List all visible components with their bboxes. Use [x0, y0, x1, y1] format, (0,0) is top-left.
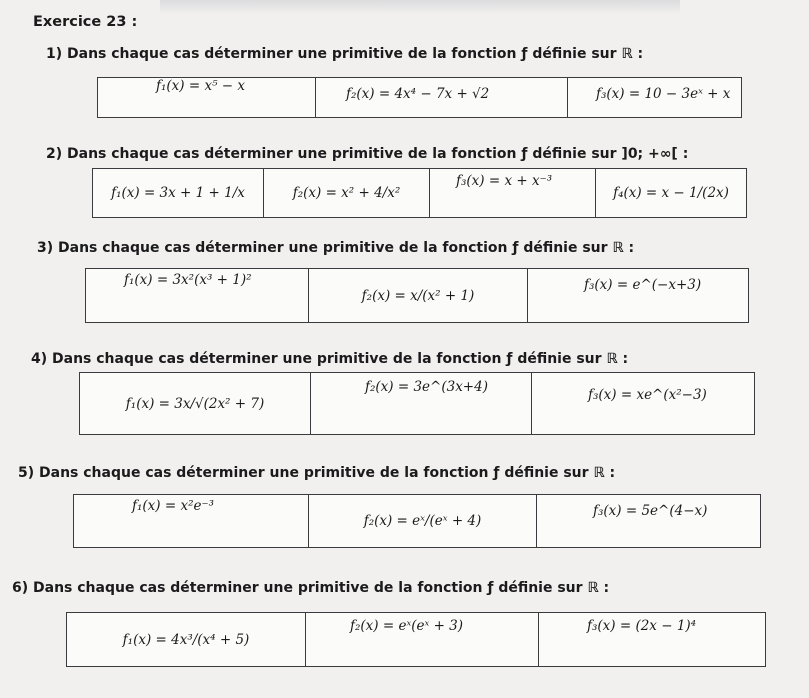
question-6-table	[66, 612, 766, 667]
q1-function-1: f₁(x) = x⁵ − x	[98, 78, 316, 118]
q2-function-1: f₁(x) = 3x + 1 + 1/x	[93, 169, 264, 218]
q6-function-1: f₁(x) = 4x³/(x⁴ + 5)	[67, 613, 306, 667]
question-5-label: 5) Dans chaque cas déterminer une primitive de la fonction ƒ définie sur ℝ :	[18, 465, 616, 481]
q2-function-4: f₄(x) = x − 1/(2x)	[596, 169, 747, 218]
q4-function-2: f₂(x) = 3e^(3x+4)	[311, 373, 532, 435]
q3-function-3: f₃(x) = e^(−x+3)	[528, 269, 749, 323]
q2-function-2: f₂(x) = x² + 4/x²	[264, 169, 430, 218]
q5-function-1: f₁(x) = x²e⁻³	[74, 495, 309, 548]
question-2-label: 2) Dans chaque cas déterminer une primitive de la fonction ƒ définie sur ]0; +∞[ :	[46, 146, 689, 162]
question-1-table	[97, 77, 742, 118]
q1-function-3: f₃(x) = 10 − 3eˣ + x	[568, 78, 742, 118]
page-top-shadow	[160, 0, 680, 14]
question-2-table	[92, 168, 747, 218]
q4-function-1: f₁(x) = 3x/√(2x² + 7)	[80, 373, 311, 435]
q5-function-3: f₃(x) = 5e^(4−x)	[537, 495, 761, 548]
q3-function-1: f₁(x) = 3x²(x³ + 1)²	[86, 269, 309, 323]
q6-function-3: f₃(x) = (2x − 1)⁴	[539, 613, 766, 667]
q6-function-2: f₂(x) = eˣ(eˣ + 3)	[306, 613, 539, 667]
question-4-table	[79, 372, 755, 435]
q3-function-2: f₂(x) = x/(x² + 1)	[309, 269, 528, 323]
q4-function-3: f₃(x) = xe^(x²−3)	[532, 373, 755, 435]
exercise-title: Exercice 23 :	[33, 14, 138, 30]
question-6-label: 6) Dans chaque cas déterminer une primitive de la fonction ƒ définie sur ℝ :	[12, 580, 610, 596]
q2-function-3: f₃(x) = x + x⁻³	[430, 169, 596, 218]
q1-function-2: f₂(x) = 4x⁴ − 7x + √2	[316, 78, 568, 118]
question-5-table	[73, 494, 761, 548]
question-4-label: 4) Dans chaque cas déterminer une primitive de la fonction ƒ définie sur ℝ :	[31, 351, 629, 367]
q5-function-2: f₂(x) = eˣ/(eˣ + 4)	[309, 495, 537, 548]
question-3-label: 3) Dans chaque cas déterminer une primitive de la fonction ƒ définie sur ℝ :	[37, 240, 635, 256]
question-3-table	[85, 268, 749, 323]
question-1-label: 1) Dans chaque cas déterminer une primitive de la fonction ƒ définie sur ℝ :	[46, 46, 644, 62]
